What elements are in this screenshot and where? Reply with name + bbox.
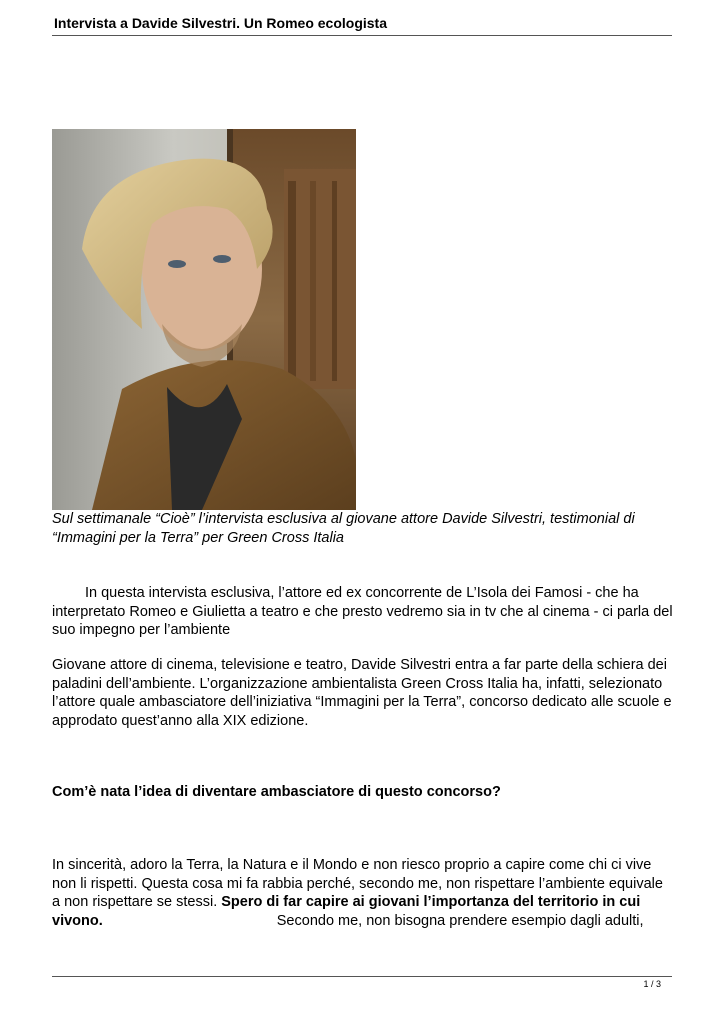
answer-paragraph <box>52 856 674 930</box>
intro-paragraph <box>52 584 674 640</box>
article-photo <box>52 129 356 510</box>
answer-highlight: Spero di far capire ai giovani l’importanza del territorio in cui vivono. <box>52 894 641 929</box>
interview-question: Com’è nata l’idea di diventare ambasciatore di questo concorso? <box>52 784 501 800</box>
header-divider <box>52 35 672 36</box>
photo-caption: Sul settimanale “Cioè” l’intervista esclusiva al giovane attore Davide Silvestri, testimonial di “Immagini per la Terra” per Green Cross Italia <box>52 511 635 546</box>
answer-text-continued: Secondo me, non bisogna prendere esempio dagli adulti, <box>276 912 644 929</box>
footer-divider <box>52 976 672 977</box>
body-paragraph: Giovane attore di cinema, televisione e teatro, Davide Silvestri entra a far parte della schiera dei paladini dell’ambiente. L’organizzazione ambientalista Green Cross Italia ha, infatti, selezionato l’attore quale ambasciatore dell’iniziativa “Immagini per la Terra”, concorso dedicato alle scuole e approdato quest’anno alla XIX edizione. <box>52 657 672 729</box>
intro-text: In questa intervista esclusiva, l’attore ed ex concorrente de L’Isola dei Famosi - che ha interpretato Romeo e Giulietta a teatro e che presto vedremo sia in tv che al cinema - ci parla del suo impegno per l’ambiente <box>52 585 673 638</box>
page-number: 1 / 3 <box>643 979 661 989</box>
page-header-title: Intervista a Davide Silvestri. Un Romeo ecologista <box>54 15 387 31</box>
answer-text: In sincerità, adoro la Terra, la Natura e il Mondo e non riesco proprio a capire come chi ci vive non li rispetti. Questa cosa mi fa rabbia perché, secondo me, non rispettare l’ambiente equivale a non rispettare se stessi. <box>52 857 663 910</box>
